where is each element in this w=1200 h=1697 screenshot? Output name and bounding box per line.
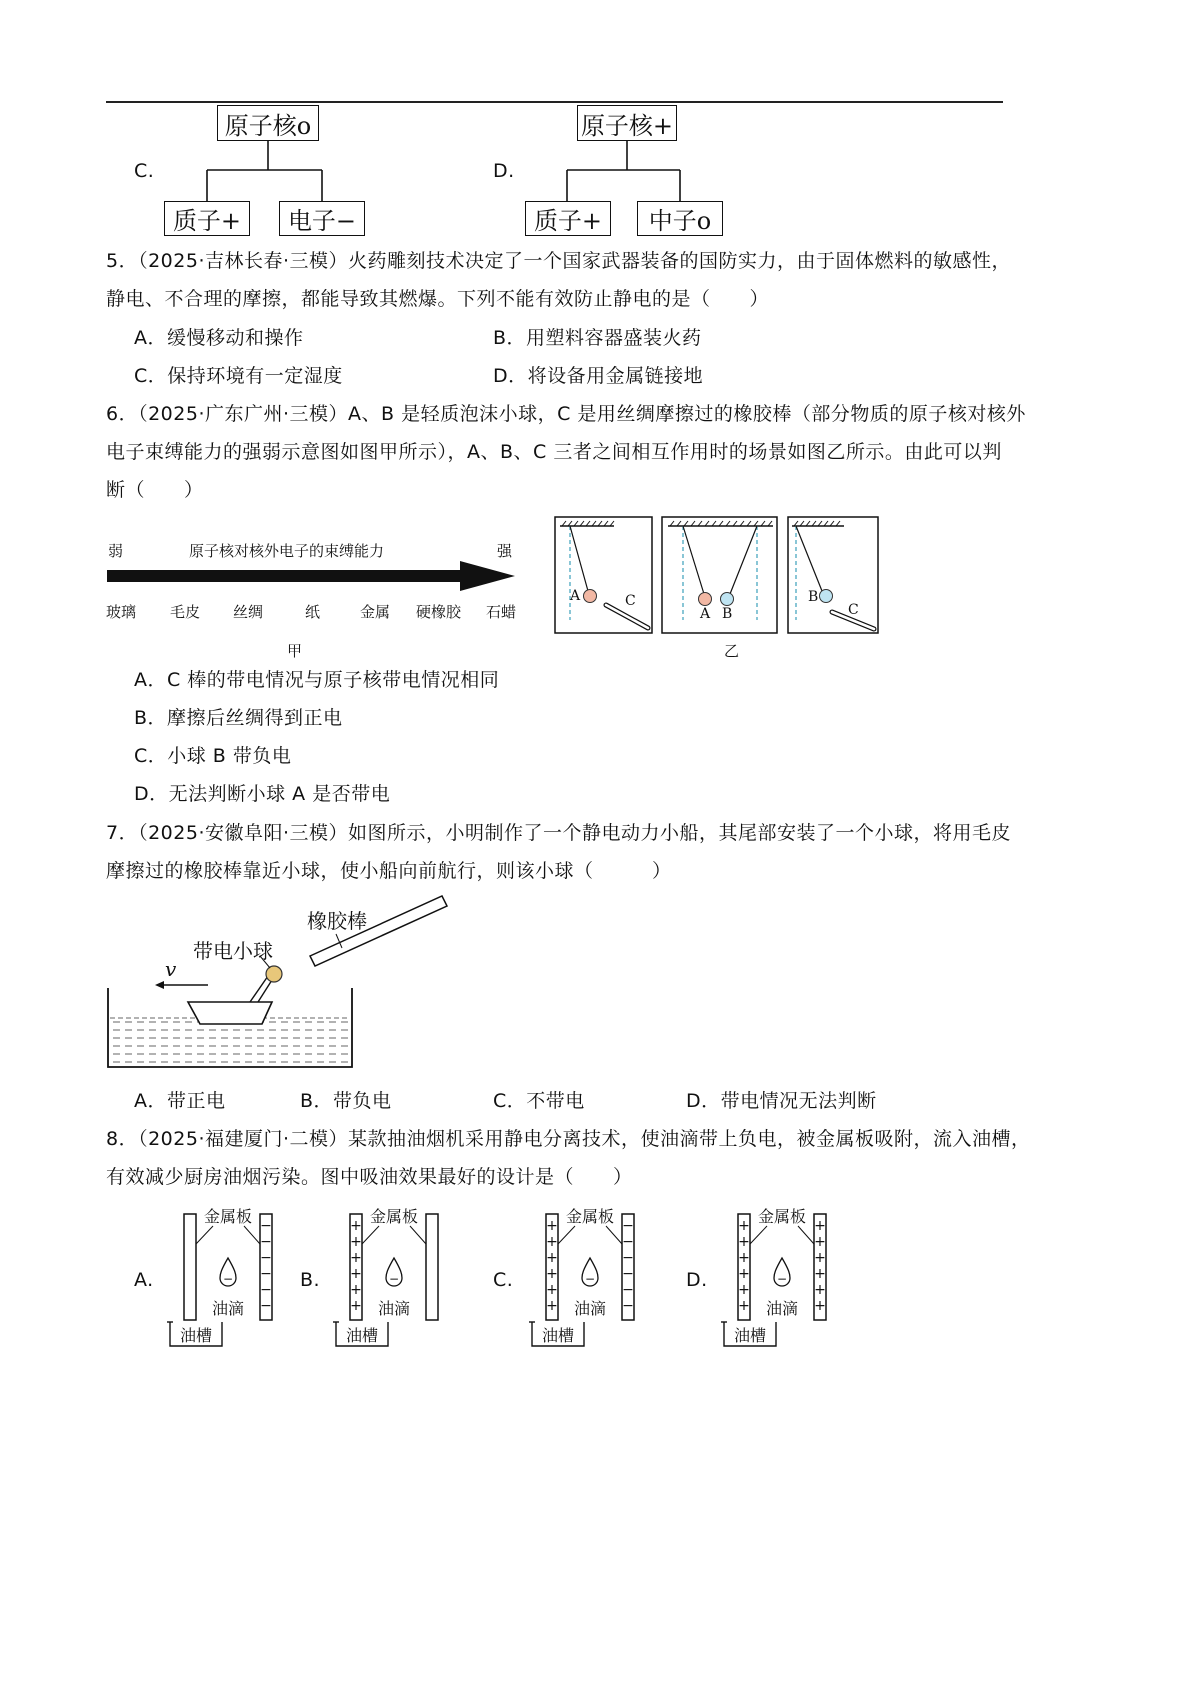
left-plate-charge: + — [350, 1298, 362, 1314]
q5-option-c[interactable]: C．保持环境有一定湿度 — [134, 365, 343, 387]
oil-trough-label: 油槽 — [541, 1326, 575, 1345]
q4-d-root-box: 原子核+ — [577, 105, 677, 141]
leader-line — [750, 1226, 767, 1244]
q8-option-a-letter[interactable]: A. — [134, 1269, 154, 1291]
left-plate-charge: + — [350, 1266, 362, 1282]
fig-jia-caption: 甲 — [287, 642, 303, 660]
leader-line — [244, 1226, 260, 1244]
q6-stem-line3: 断（ ） — [106, 479, 204, 501]
right-plate-charge: + — [814, 1266, 826, 1282]
q7-rod-label: 橡胶棒 — [307, 909, 367, 933]
q5-option-a[interactable]: A．缓慢移动和操作 — [134, 327, 304, 349]
left-plate-charge: + — [546, 1298, 558, 1314]
fig-jia-material-2: 毛皮 — [170, 603, 201, 621]
q8-option-d-letter[interactable]: D. — [686, 1269, 708, 1291]
right-plate-charge: + — [814, 1282, 826, 1298]
q7-option-a[interactable]: A．带正电 — [134, 1090, 226, 1112]
right-plate-charge: − — [622, 1282, 634, 1298]
q4-c-root-box: 原子核o — [217, 105, 319, 141]
q4-c-left-box: 质子+ — [164, 201, 250, 236]
q7-stem-line2: 摩擦过的橡胶棒靠近小球，使小船向前航行，则该小球（ ） — [106, 860, 672, 882]
q8-hood-figure-d — [712, 1202, 852, 1362]
fig-jia-title: 原子核对核外电子的束缚能力 — [189, 542, 385, 560]
q8-option-b-letter[interactable]: B. — [300, 1269, 321, 1291]
q6-option-a[interactable]: A．C 棒的带电情况与原子核带电情况相同 — [134, 669, 500, 691]
oil-trough-label: 油槽 — [179, 1326, 213, 1345]
right-plate-charge: − — [622, 1218, 634, 1234]
q4-d-left-box: 质子+ — [525, 201, 611, 236]
q7-option-b[interactable]: B．带负电 — [300, 1090, 392, 1112]
leader-line — [362, 1226, 379, 1244]
q8-stem-line2: 有效减少厨房油烟污染。图中吸油效果最好的设计是（ ） — [106, 1166, 633, 1188]
metal-plate-label: 金属板 — [369, 1207, 419, 1226]
left-metal-plate — [184, 1214, 196, 1320]
q4-c-right-box: 电子− — [279, 201, 365, 236]
q7-option-c[interactable]: C．不带电 — [493, 1090, 585, 1112]
oil-drop-charge: − — [584, 1272, 596, 1286]
fig-yi-label-c3: C — [848, 602, 859, 618]
metal-plate-label: 金属板 — [565, 1207, 615, 1226]
q4-d-right-box: 中子o — [637, 201, 723, 236]
leader-line — [606, 1226, 622, 1244]
fig-yi-label-a1: A — [570, 588, 581, 604]
oil-trough-label: 油槽 — [345, 1326, 379, 1345]
left-plate-charge: + — [546, 1234, 558, 1250]
fig-yi-caption: 乙 — [724, 642, 740, 660]
left-plate-charge: + — [350, 1282, 362, 1298]
oil-drop-charge: − — [776, 1272, 788, 1286]
left-plate-charge: + — [546, 1282, 558, 1298]
left-plate-charge: + — [546, 1266, 558, 1282]
q6-option-d[interactable]: D．无法判断小球 A 是否带电 — [134, 783, 391, 805]
left-plate-charge: + — [738, 1298, 750, 1314]
q6-stem-line1: 6．（2025·广东广州·三模）A、B 是轻质泡沫小球，C 是用丝绸摩擦过的橡胶棒（部分物质的原子核对核外 — [106, 403, 1026, 425]
q4-option-c-letter[interactable]: C. — [134, 160, 155, 182]
right-plate-charge: − — [622, 1234, 634, 1250]
left-plate-charge: + — [738, 1234, 750, 1250]
q7-ball-label: 带电小球 — [193, 939, 273, 963]
left-plate-charge: + — [738, 1250, 750, 1266]
fig-yi-label-c1: C — [625, 593, 636, 609]
q8-stem-line1: 8．（2025·福建厦门·二模）某款抽油烟机采用静电分离技术，使油滴带上负电，被金属板吸附，流入油槽， — [106, 1128, 1031, 1150]
left-plate-charge: + — [738, 1266, 750, 1282]
q7-boat-figure — [100, 890, 460, 1080]
right-plate-charge: − — [260, 1266, 272, 1282]
right-plate-charge: − — [260, 1234, 272, 1250]
q8-hood-figure-c — [520, 1202, 660, 1362]
right-metal-plate — [426, 1214, 438, 1320]
right-plate-charge: + — [814, 1298, 826, 1314]
left-plate-charge: + — [546, 1218, 558, 1234]
fig-jia-arrow — [105, 560, 520, 592]
q8-option-c-letter[interactable]: C. — [493, 1269, 514, 1291]
leader-line — [410, 1226, 426, 1244]
oil-drop-label: 油滴 — [573, 1299, 607, 1318]
fig-jia-material-6: 硬橡胶 — [416, 603, 462, 621]
left-plate-charge: + — [738, 1218, 750, 1234]
q5-stem-line1: 5．（2025·吉林长春·三模）火药雕刻技术决定了一个国家武器装备的国防实力，由于固体燃料的敏感性， — [106, 250, 1012, 272]
right-plate-charge: + — [814, 1250, 826, 1266]
fig-jia-material-5: 金属 — [360, 603, 391, 621]
fig-yi-label-a2: A — [700, 606, 711, 622]
oil-drop-charge: − — [222, 1272, 234, 1286]
fig-jia-weak-label: 弱 — [108, 542, 124, 560]
leader-line — [558, 1226, 575, 1244]
fig-jia-material-4: 纸 — [305, 603, 321, 621]
q5-option-d[interactable]: D．将设备用金属链接地 — [493, 365, 704, 387]
right-plate-charge: − — [622, 1250, 634, 1266]
right-plate-charge: − — [260, 1250, 272, 1266]
right-plate-charge: + — [814, 1218, 826, 1234]
fig-yi-label-b3: B — [808, 589, 819, 605]
q5-option-b[interactable]: B．用塑料容器盛装火药 — [493, 327, 702, 349]
left-plate-charge: + — [738, 1282, 750, 1298]
q7-stem-line1: 7．（2025·安徽阜阳·三模）如图所示，小明制作了一个静电动力小船，其尾部安装了一个小球，将用毛皮 — [106, 822, 1012, 844]
oil-drop-charge: − — [388, 1272, 400, 1286]
oil-drop-label: 油滴 — [211, 1299, 245, 1318]
q6-option-b[interactable]: B．摩擦后丝绸得到正电 — [134, 707, 343, 729]
q4-option-d-letter[interactable]: D. — [493, 160, 515, 182]
q8-hood-figure-b — [324, 1202, 464, 1362]
q8-hood-figure-a — [158, 1202, 298, 1362]
right-plate-charge: − — [260, 1298, 272, 1314]
oil-trough-label: 油槽 — [733, 1326, 767, 1345]
left-plate-charge: + — [350, 1234, 362, 1250]
q7-velocity-label: v — [165, 957, 177, 981]
q6-option-c[interactable]: C．小球 B 带负电 — [134, 745, 292, 767]
left-plate-charge: + — [350, 1218, 362, 1234]
right-plate-charge: + — [814, 1234, 826, 1250]
leader-line — [196, 1226, 213, 1244]
q5-stem-line2: 静电、不合理的摩擦，都能导致其燃爆。下列不能有效防止静电的是（ ） — [106, 288, 770, 310]
right-plate-charge: − — [622, 1298, 634, 1314]
metal-plate-label: 金属板 — [203, 1207, 253, 1226]
metal-plate-label: 金属板 — [757, 1207, 807, 1226]
leader-line — [798, 1226, 814, 1244]
q7-option-d[interactable]: D．带电情况无法判断 — [686, 1090, 877, 1112]
right-plate-charge: − — [260, 1282, 272, 1298]
fig-yi-panels — [550, 512, 890, 642]
fig-jia-material-7: 石蜡 — [486, 603, 517, 621]
left-plate-charge: + — [350, 1250, 362, 1266]
fig-jia-material-3: 丝绸 — [233, 603, 264, 621]
oil-drop-label: 油滴 — [765, 1299, 799, 1318]
q6-stem-line2: 电子束缚能力的强弱示意图如图甲所示），A、B、C 三者之间相互作用时的场景如图乙所示。由此可以判 — [106, 441, 1002, 463]
fig-yi-label-b2: B — [722, 606, 733, 622]
right-plate-charge: − — [622, 1266, 634, 1282]
fig-jia-strong-label: 强 — [497, 542, 513, 560]
oil-drop-label: 油滴 — [377, 1299, 411, 1318]
right-plate-charge: − — [260, 1218, 272, 1234]
fig-jia-material-1: 玻璃 — [106, 603, 137, 621]
left-plate-charge: + — [546, 1250, 558, 1266]
